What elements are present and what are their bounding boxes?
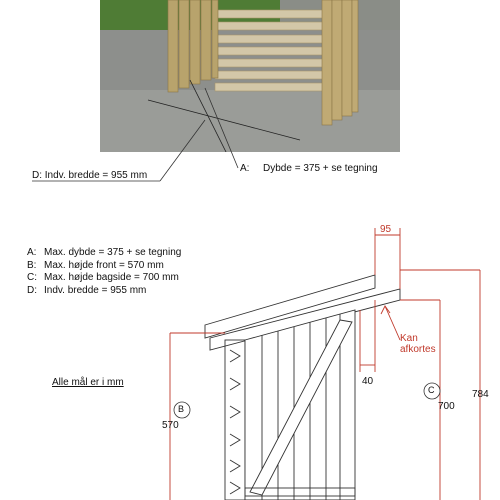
units-note: Alle mål er i mm [52, 377, 124, 388]
spec-key: D: [27, 284, 37, 296]
dim-back-height-label: 700 [438, 401, 455, 412]
spec-text: Max. dybde = 375 + se tegning [44, 247, 182, 258]
spec-key: A: [27, 247, 37, 258]
marker-c-label: C [428, 385, 435, 395]
marker-b-label: B [178, 404, 185, 414]
dim-cut-note: Kan afkortes [400, 333, 436, 355]
spec-text: Max. højde bagside = 700 mm [44, 272, 179, 283]
spec-text: Max. højde front = 570 mm [44, 259, 164, 271]
dim-overhang-label: 95 [380, 224, 392, 235]
dim-cut-offset-label: 40 [362, 376, 374, 387]
dim-front-height-label: 570 [162, 420, 179, 431]
photo-width-caption: D: Indv. bredde = 955 mm [32, 170, 148, 181]
dim-total-height-label: 784 [472, 389, 489, 400]
spec-key: C: [27, 272, 37, 283]
spec-key: B: [27, 259, 37, 271]
photo-depth-text: Dybde = 375 + se tegning [263, 163, 378, 174]
photo-depth-key: A: [240, 163, 250, 174]
spec-text: Indv. bredde = 955 mm [44, 284, 147, 296]
